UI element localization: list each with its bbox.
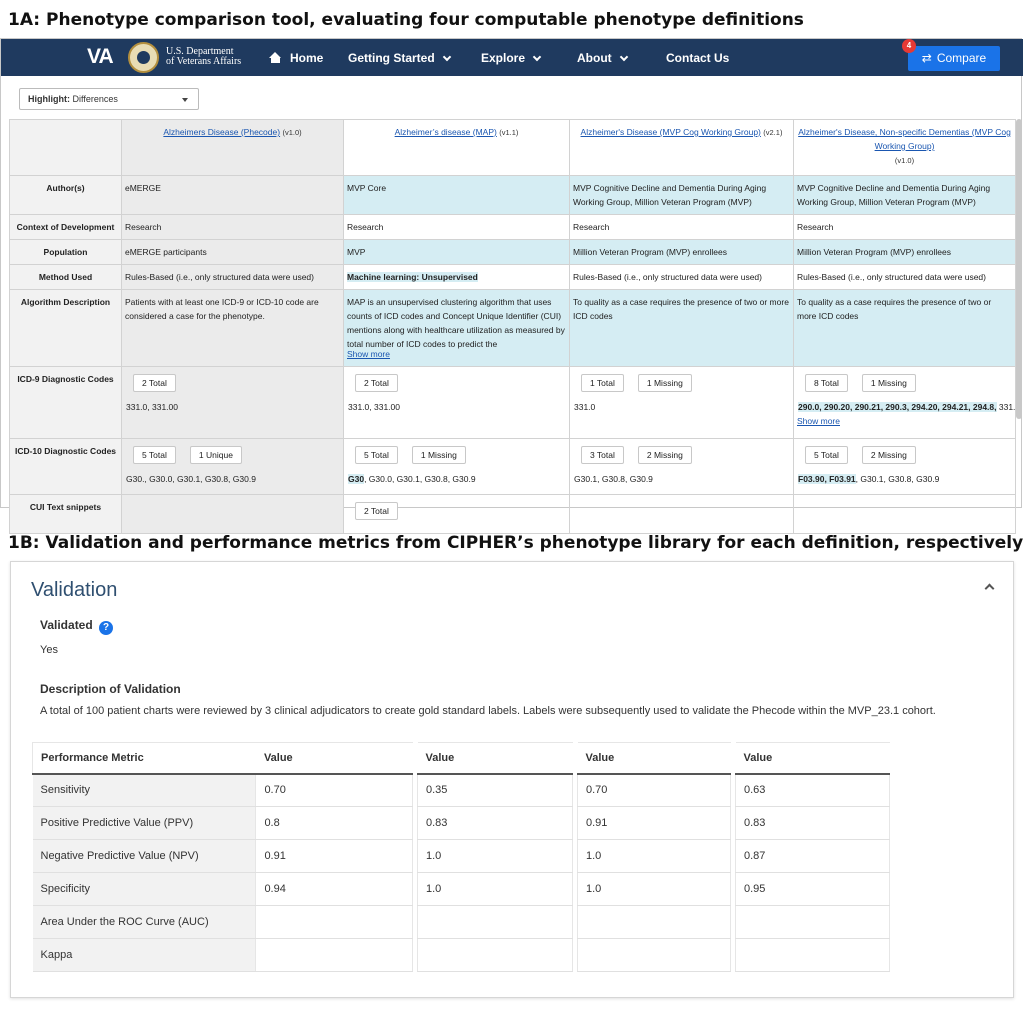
- value-header: Value: [256, 743, 413, 774]
- section-heading-1b: 1B: Validation and performance metrics from CIPHER’s phenotype library for each definition, respectively: [8, 533, 1024, 553]
- show-more-link[interactable]: Show more: [347, 349, 390, 359]
- cell: MVP Cognitive Decline and Dementia During Aging Working Group, Million Veteran Program (MVP): [794, 176, 1016, 215]
- description-text: A total of 100 patient charts were reviewed by 3 clinical adjudicators to create gold standard labels. Labels were subsequently used to validate the Phecode within the MVP_23.1 cohort.: [40, 705, 936, 717]
- cell: 1 Total 1 Missing 331.0: [570, 367, 794, 439]
- cell: 8 Total 1 Missing 290.0, 290.20, 290.21, 290.3, 294.20, 294.21, 294.8, 331. Show more: [794, 367, 1016, 439]
- comparison-tool-screenshot: [0, 38, 1022, 516]
- phenotype-link[interactable]: Alzheimer’s disease (MAP): [394, 127, 497, 137]
- metric-value: 1.0: [578, 873, 731, 906]
- validation-title: Validation: [31, 579, 118, 601]
- metric-value: 0.35: [418, 774, 573, 807]
- row-label: Context of Development: [10, 215, 122, 240]
- compare-arrows-icon: ⇄: [921, 51, 932, 65]
- cell: 5 Total 1 Missing G30, G30.0, G30.1, G30.8, G30.9: [344, 439, 570, 495]
- phenotype-link[interactable]: Alzheimer's Disease, Non-specific Dementias (MVP Cog Working Group): [798, 127, 1011, 151]
- metrics-table: [417, 742, 573, 972]
- column-header: Alzheimer's Disease (MVP Cog Working Group) (v2.1): [570, 120, 794, 176]
- validated-label: Validated ?: [40, 618, 113, 635]
- missing-chip[interactable]: 1 Missing: [412, 446, 466, 464]
- home-icon: [269, 52, 282, 63]
- va-logo[interactable]: VA: [87, 45, 113, 68]
- cell: To quality as a case requires the presence of two or more ICD codes: [794, 290, 1016, 367]
- compare-count-badge: 4: [902, 39, 916, 53]
- unique-chip[interactable]: 1 Unique: [190, 446, 242, 464]
- phenotype-link[interactable]: Alzheimer's Disease (MVP Cog Working Group): [580, 127, 761, 137]
- cell: 2 Total 331.0, 331.00: [122, 367, 344, 439]
- row-label: Algorithm Description: [10, 290, 122, 367]
- validation-panel: [10, 561, 1014, 998]
- metrics-table: [32, 742, 413, 972]
- cell: eMERGE participants: [122, 240, 344, 265]
- metric-value: [418, 906, 573, 939]
- cell: [570, 495, 794, 534]
- metric-value: [256, 906, 413, 939]
- row-label: ICD-9 Diagnostic Codes: [10, 367, 122, 439]
- metric-value: 1.0: [578, 840, 731, 873]
- cell: Patients with at least one ICD-9 or ICD-10 code are considered a case for the phenotype.: [122, 290, 344, 367]
- cell: Research: [122, 215, 344, 240]
- metric-value: 0.70: [256, 774, 413, 807]
- cell: Research: [794, 215, 1016, 240]
- metric-value: [418, 939, 573, 972]
- metric-header: Performance Metric: [33, 743, 256, 774]
- cell: 5 Total 1 Unique G30., G30.0, G30.1, G30.8, G30.9: [122, 439, 344, 495]
- metric-value: 0.63: [736, 774, 890, 807]
- cell: Million Veteran Program (MVP) enrollees: [570, 240, 794, 265]
- metric-name: Kappa: [33, 939, 256, 972]
- total-chip[interactable]: 2 Total: [355, 502, 398, 520]
- total-chip[interactable]: 5 Total: [805, 446, 848, 464]
- caret-down-icon: [182, 98, 188, 102]
- chevron-down-icon: [533, 53, 541, 61]
- highlight-dropdown[interactable]: Highlight: Differences: [19, 88, 199, 110]
- column-header: Alzheimer’s disease (MAP) (v1.1): [344, 120, 570, 176]
- total-chip[interactable]: 5 Total: [355, 446, 398, 464]
- metric-value: 0.91: [256, 840, 413, 873]
- row-label: Population: [10, 240, 122, 265]
- metric-name: Area Under the ROC Curve (AUC): [33, 906, 256, 939]
- va-seal-icon: [128, 42, 159, 73]
- metric-value: [736, 939, 890, 972]
- value-header: Value: [578, 743, 731, 774]
- metrics-table: [735, 742, 890, 972]
- metric-value: [578, 906, 731, 939]
- cell: Million Veteran Program (MVP) enrollees: [794, 240, 1016, 265]
- cell: To quality as a case requires the presence of two or more ICD codes: [570, 290, 794, 367]
- value-header: Value: [418, 743, 573, 774]
- column-header: Alzheimer's Disease, Non-specific Dementias (MVP Cog Working Group) (v1.0): [794, 120, 1016, 176]
- cell: 5 Total 2 Missing F03.90, F03.91, G30.1, G30.8, G30.9: [794, 439, 1016, 495]
- metric-value: [256, 939, 413, 972]
- cell: MAP is an unsupervised clustering algorithm that uses counts of ICD codes and Concept Unique Identifier (CUI) mentions along with healthcare utilization as measured by total number of ICD codes to predict the Show more: [344, 290, 570, 367]
- chevron-up-icon[interactable]: [985, 584, 995, 594]
- missing-chip[interactable]: 1 Missing: [638, 374, 692, 392]
- missing-chip[interactable]: 1 Missing: [862, 374, 916, 392]
- missing-chip[interactable]: 2 Missing: [862, 446, 916, 464]
- cell: eMERGE: [122, 176, 344, 215]
- metric-value: [578, 939, 731, 972]
- cell: Research: [570, 215, 794, 240]
- description-label: Description of Validation: [40, 682, 181, 696]
- top-navbar: [1, 39, 1023, 76]
- cell: MVP: [344, 240, 570, 265]
- metric-value: 0.91: [578, 807, 731, 840]
- vertical-scrollbar[interactable]: [1016, 119, 1022, 419]
- department-name: U.S. Department of Veterans Affairs: [166, 46, 242, 67]
- metric-name: Specificity: [33, 873, 256, 906]
- cell: MVP Cognitive Decline and Dementia During Aging Working Group, Million Veteran Program (MVP): [570, 176, 794, 215]
- metric-value: 0.8: [256, 807, 413, 840]
- row-label: CUI Text snippets: [10, 495, 122, 534]
- cell: 2 Total 331.0, 331.00: [344, 367, 570, 439]
- value-header: Value: [736, 743, 890, 774]
- show-more-link[interactable]: Show more: [797, 416, 840, 426]
- metric-value: 0.95: [736, 873, 890, 906]
- validated-value: Yes: [40, 644, 58, 656]
- column-header: Alzheimers Disease (Phecode) (v1.0): [122, 120, 344, 176]
- metric-value: 0.94: [256, 873, 413, 906]
- metric-value: [736, 906, 890, 939]
- row-label: Method Used: [10, 265, 122, 290]
- metric-name: Negative Predictive Value (NPV): [33, 840, 256, 873]
- section-heading-1a: 1A: Phenotype comparison tool, evaluating four computable phenotype definitions: [8, 10, 804, 30]
- metric-value: 0.83: [418, 807, 573, 840]
- cell: Rules-Based (i.e., only structured data were used): [570, 265, 794, 290]
- help-icon[interactable]: ?: [99, 621, 113, 635]
- comparison-table: [9, 119, 1016, 534]
- nav-explore[interactable]: Explore: [481, 51, 540, 65]
- row-label: ICD-10 Diagnostic Codes: [10, 439, 122, 495]
- total-chip[interactable]: 8 Total: [805, 374, 848, 392]
- total-chip[interactable]: 3 Total: [581, 446, 624, 464]
- cell: [794, 495, 1016, 534]
- row-label: Author(s): [10, 176, 122, 215]
- total-chip[interactable]: 2 Total: [355, 374, 398, 392]
- nav-contact-us[interactable]: Contact Us: [666, 51, 730, 65]
- cell: Rules-Based (i.e., only structured data were used): [794, 265, 1016, 290]
- cell: Rules-Based (i.e., only structured data were used): [122, 265, 344, 290]
- cell: [122, 495, 344, 534]
- total-chip[interactable]: 5 Total: [133, 446, 176, 464]
- metric-value: 0.87: [736, 840, 890, 873]
- metric-name: Sensitivity: [33, 774, 256, 807]
- total-chip[interactable]: 1 Total: [581, 374, 624, 392]
- cell: Machine learning: Unsupervised: [344, 265, 570, 290]
- phenotype-link[interactable]: Alzheimers Disease (Phecode): [163, 127, 281, 137]
- missing-chip[interactable]: 2 Missing: [638, 446, 692, 464]
- nav-about[interactable]: About: [577, 51, 627, 65]
- cell: Research: [344, 215, 570, 240]
- chevron-down-icon: [442, 53, 450, 61]
- nav-getting-started[interactable]: Getting Started: [348, 51, 450, 65]
- total-chip[interactable]: 2 Total: [133, 374, 176, 392]
- cell: 3 Total 2 Missing G30.1, G30.8, G30.9: [570, 439, 794, 495]
- metric-value: 1.0: [418, 840, 573, 873]
- metric-value: 0.83: [736, 807, 890, 840]
- cell: MVP Core: [344, 176, 570, 215]
- metric-value: 0.70: [578, 774, 731, 807]
- cell: [344, 495, 570, 534]
- chevron-down-icon: [619, 53, 627, 61]
- compare-button[interactable]: ⇄ Compare: [908, 46, 1000, 71]
- metric-value: 1.0: [418, 873, 573, 906]
- nav-home[interactable]: Home: [269, 51, 323, 65]
- metrics-table: [577, 742, 731, 972]
- metric-name: Positive Predictive Value (PPV): [33, 807, 256, 840]
